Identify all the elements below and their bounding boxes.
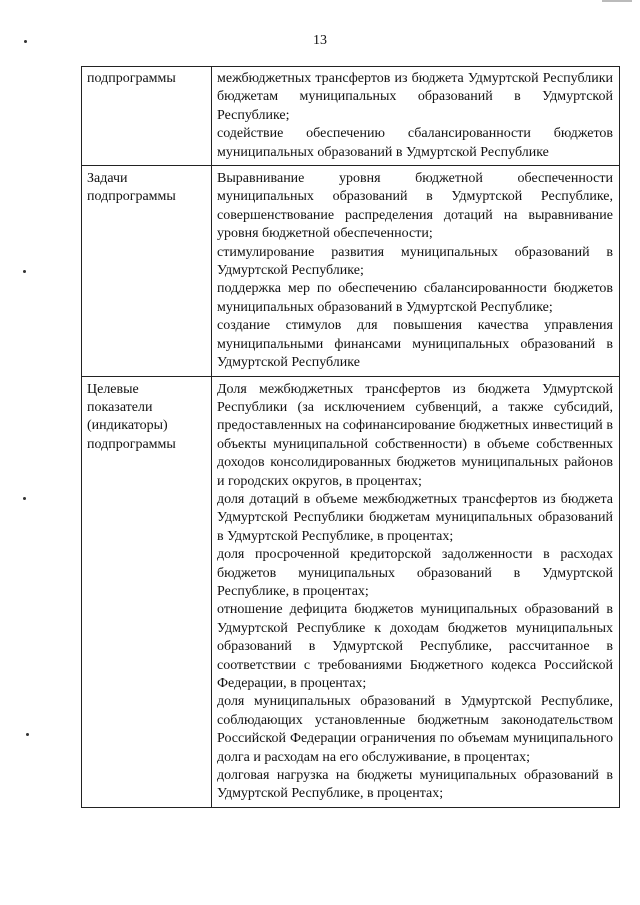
row-label: Задачи подпрограммы xyxy=(82,166,212,376)
scan-corner-mark xyxy=(602,0,632,2)
paragraph: стимулирование развития муниципальных образований в Удмуртской Республике; xyxy=(217,244,613,279)
paragraph: межбюджетных трансфертов из бюджета Удмуртской Республики бюджетам муниципальных образований в Удмуртской Республике; xyxy=(217,71,613,123)
table-row-subprogram-goals xyxy=(82,67,620,166)
row-content xyxy=(212,166,620,376)
paragraph: доля дотаций в объеме межбюджетных трансфертов из бюджета Удмуртской Республики бюджетам муниципальных образований в Удмуртской Республике, в процентах; xyxy=(217,491,613,544)
paragraph: доля муниципальных образований в Удмуртской Республике, соблюдающих установленные бюджетным законодательством Российской Федерации ограничения по объемам муниципального долга и расходам на его обслуживание, в процентах; xyxy=(217,694,613,765)
paragraph: поддержка мер по обеспечению сбалансированности бюджетов муниципальных образований в Удмуртской Республике; xyxy=(217,281,613,315)
row-label: Целевые показатели (индикаторы) подпрограммы xyxy=(82,376,212,807)
page-number: 13 xyxy=(313,33,327,48)
paragraph: создание стимулов для повышения качества управления муниципальными финансами муниципальных образований в Удмуртской Республике xyxy=(217,318,613,371)
program-passport-table xyxy=(81,66,620,808)
row-content xyxy=(212,67,620,166)
paragraph: Выравнивание уровня бюджетной обеспеченности муниципальных образований в Удмуртской Республике, совершенствование распределения дотаций на выравнивание уровня бюджетной обеспеченности; xyxy=(217,171,613,242)
scan-dot xyxy=(23,497,26,500)
table-row-subprogram-tasks xyxy=(82,166,620,376)
paragraph: доля просроченной кредиторской задолженности в расходах бюджетов муниципальных образований в Удмуртской Республике, в процентах; xyxy=(217,547,613,599)
paragraph: Доля межбюджетных трансфертов из бюджета Удмуртской Республики (за исключением субвенций, а также субсидий, предоставленных на софинансирование бюджетных инвестиций в объекты муниципальной собственности) в объеме собственных доходов консолидированных бюджетов муниципальных районов и городских округов, в процентах; xyxy=(217,381,613,489)
scan-dot xyxy=(23,270,26,273)
scan-dot xyxy=(26,733,29,736)
scan-dot xyxy=(24,40,27,43)
row-content xyxy=(212,376,620,807)
paragraph: долговая нагрузка на бюджеты муниципальных образований в Удмуртской Республике, в процентах; xyxy=(217,768,613,802)
row-label: подпрограммы xyxy=(82,67,212,166)
paragraph: содействие обеспечению сбалансированности бюджетов муниципальных образований в Удмуртской Республике xyxy=(217,126,613,160)
table-row-target-indicators xyxy=(82,376,620,807)
paragraph: отношение дефицита бюджетов муниципальных образований в Удмуртской Республике к доходам бюджетов муниципальных образований в Удмуртской Республике, рассчитанное в соответствии с требованиями Бюджетного кодекса Российской Федерации, в процентах; xyxy=(217,602,613,691)
